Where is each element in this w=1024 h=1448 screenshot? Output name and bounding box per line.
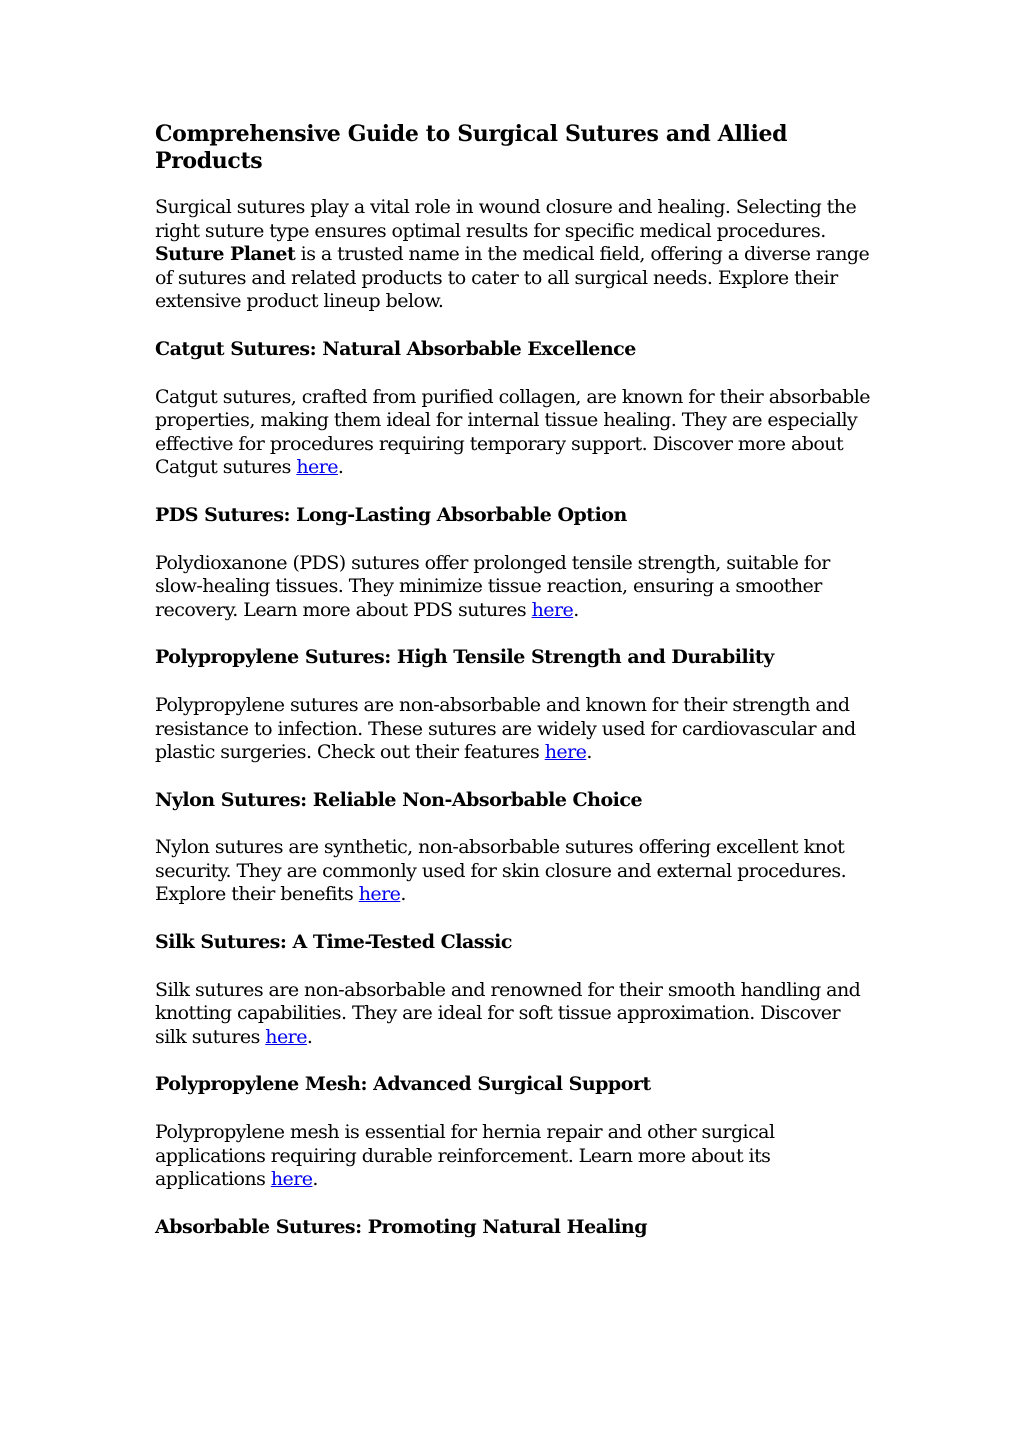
pds-here-link[interactable]: here [531,598,574,621]
section-text: Polypropylene mesh is essential for hernia repair and other surgical applications requiring durable reinforcement. Learn more about its applications [155,1121,775,1191]
section-text: Catgut sutures, crafted from purified collagen, are known for their absorbable properties, making them ideal for internal tissue healing. They are especially effective for procedures requiring temporary support. Discover more about Catgut sutures [155,385,870,479]
section-text-end: . [306,1025,313,1048]
mesh-here-link[interactable]: here [270,1168,313,1191]
section-heading-silk: Silk Sutures: A Time-Tested Classic [155,931,512,954]
section-heading-pds: PDS Sutures: Long-Lasting Absorbable Option [155,503,627,526]
section-heading-nylon: Nylon Sutures: Reliable Non-Absorbable Choice [155,788,643,811]
document-page [155,121,875,1263]
section-heading-absorbable: Absorbable Sutures: Promoting Natural Healing [155,1215,648,1238]
section-text: Silk sutures are non-absorbable and renowned for their smooth handling and knotting capabilities. They are ideal for soft tissue approximation. Discover silk sutures [155,978,861,1048]
section-paragraph-catgut [155,386,875,480]
section-heading-catgut: Catgut Sutures: Natural Absorbable Excellence [155,337,636,360]
page-title: Comprehensive Guide to Surgical Sutures and Allied Products [155,121,788,174]
section-text-end: . [573,598,579,621]
section-text-end: . [400,883,406,906]
section-text: Polydioxanone (PDS) sutures offer prolonged tensile strength, suitable for slow-healing tissues. They minimize tissue reaction, ensuring a smoother recovery. Learn more about PDS sutures [155,551,830,621]
section-paragraph-mesh [155,1121,875,1192]
section-text-end: . [337,456,344,479]
section-paragraph-polypropylene [155,694,875,765]
intro-text-after: is a trusted name in the medical field, offering a diverse range of sutures and related products to cater to all surgical needs. Explore their extensive product lineup below. [155,243,870,313]
nylon-here-link[interactable]: here [358,883,401,906]
silk-here-link[interactable]: here [265,1025,307,1048]
intro-text-before: Surgical sutures play a vital role in wound closure and healing. Selecting the right suture type ensures optimal results for specific medical procedures. [155,196,857,242]
section-paragraph-nylon [155,836,875,907]
brand-name: Suture Planet [155,243,296,266]
intro-paragraph [155,196,875,314]
section-text-end: . [586,741,592,764]
catgut-here-link[interactable]: here [296,456,338,479]
section-heading-polypropylene: Polypropylene Sutures: High Tensile Strength and Durability [155,646,774,669]
section-text: Polypropylene sutures are non-absorbable and known for their strength and resistance to infection. These sutures are widely used for cardiovascular and plastic surgeries. Check out their features [155,693,856,764]
section-paragraph-pds [155,552,875,623]
polypropylene-here-link[interactable]: here [544,741,587,764]
section-paragraph-silk [155,979,875,1050]
section-text-end: . [312,1168,318,1191]
section-text: Nylon sutures are synthetic, non-absorbable sutures offering excellent knot security. They are commonly used for skin closure and external procedures. Explore their benefits [155,836,847,906]
section-heading-mesh: Polypropylene Mesh: Advanced Surgical Support [155,1073,651,1096]
